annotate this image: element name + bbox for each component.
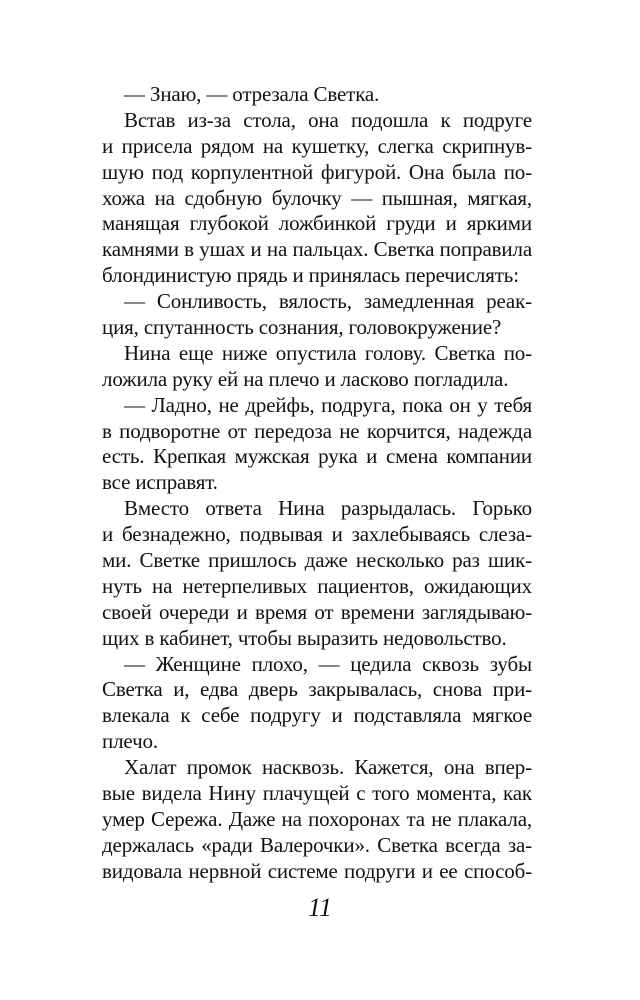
text-line: ложила руку ей на плечо и ласково погладила. [102, 366, 509, 391]
text-line: Светка и, едва дверь закрывалась, снова при- [102, 677, 532, 702]
text-line: Вместо ответа Нина разрыдалась. Горько [124, 496, 532, 521]
text-line: манящая глубокой ложбинкой груди и яркими [102, 211, 532, 236]
text-line: — Сонливость, вялость, замедленная реак- [124, 289, 532, 314]
text-line: умер Сережа. Даже на похоронах та не плакала, [102, 806, 532, 831]
text-line: плечо. [102, 729, 158, 754]
text-line: блондинистую прядь и принялась перечислять: [102, 263, 519, 288]
text-line: и безнадежно, подвывая и захлебываясь слеза- [102, 522, 532, 547]
text-line: видовала нервной системе подруги и ее способ- [102, 858, 532, 883]
text-line: ция, спутанность сознания, головокружение? [102, 315, 502, 340]
text-line: — Знаю, — отрезала Светка. [124, 82, 380, 106]
text-line: Халат промок насквозь. Кажется, она впер- [124, 755, 532, 780]
text-line: влекала к себе подругу и подставляла мягкое [102, 703, 532, 728]
text-line: щих в кабинет, чтобы выразить недовольство. [102, 625, 507, 650]
page-number: 11 [307, 893, 333, 922]
text-line: своей очереди и время от времени заглядываю- [102, 599, 532, 624]
text-line: шую под корпулентной фигурой. Она была по- [102, 159, 532, 184]
text-line: хожа на сдобную булочку — пышная, мягкая, [102, 185, 532, 210]
text-line: и присела рядом на кушетку, слегка скрипнув- [102, 133, 532, 158]
text-line: — Женщине плохо, — цедила сквозь зубы [124, 651, 532, 676]
text-line: есть. Крепкая мужская рука и смена компании [102, 444, 532, 469]
text-line: вые видела Нину плачущей с того момента, как [102, 781, 532, 806]
text-line: нуть на нетерпеливых пациентов, ожидающих [102, 573, 532, 598]
body-text [102, 82, 532, 885]
text-line: держалась «ради Валерочки». Светка всегда за- [102, 832, 532, 857]
text-line: Нина еще ниже опустила голову. Светка по- [124, 340, 532, 365]
text-line: ми. Светке пришлось даже несколько раз шик- [102, 548, 532, 573]
text-line: все исправят. [102, 470, 218, 495]
text-line: камнями в ушах и на пальцах. Светка поправила [102, 237, 532, 262]
text-line: Встав из-за стола, она подошла к подруге [124, 107, 532, 132]
text-line: в подворотне от передоза не корчится, надежда [102, 418, 532, 443]
text-line: — Ладно, не дрейфь, подруга, пока он у тебя [124, 392, 532, 417]
